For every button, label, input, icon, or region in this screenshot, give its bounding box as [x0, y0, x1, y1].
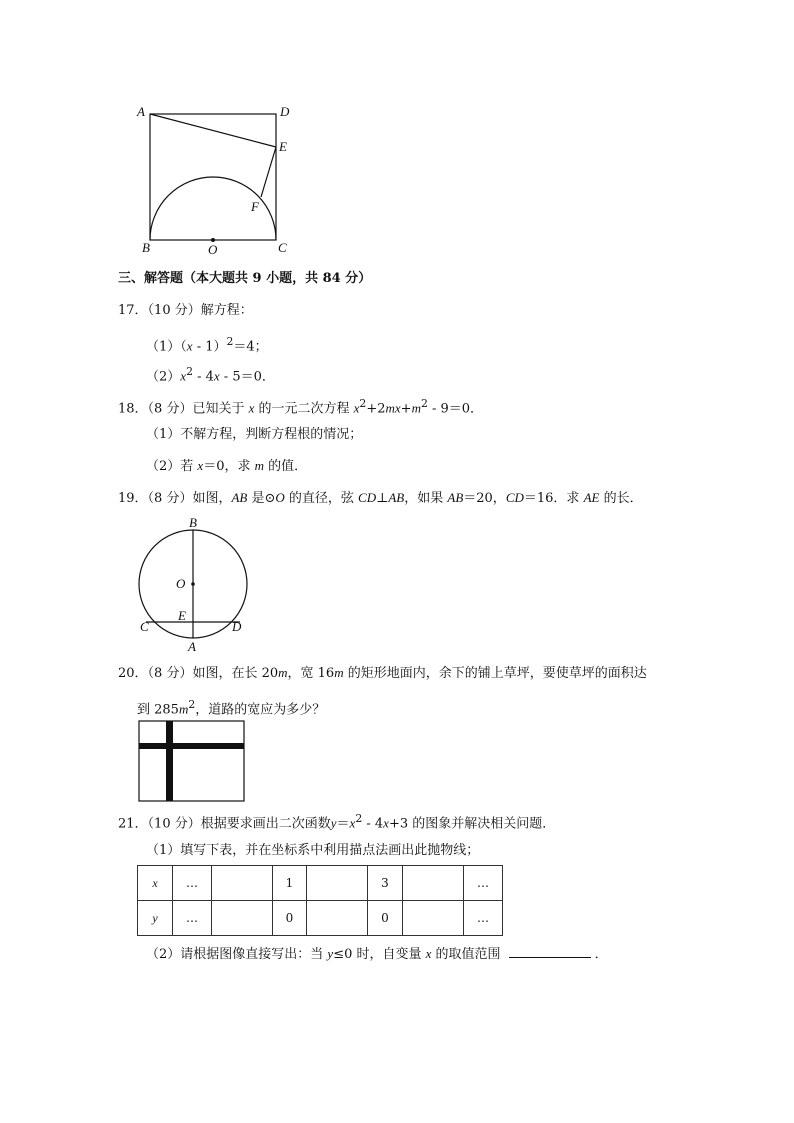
q19-number: 19． — [118, 491, 148, 506]
label-a: A — [188, 639, 196, 654]
q21-stem: 21．（10 分）根据要求画出二次函数$y=x^2 - 4x+3$ 的图象并解决相关问题． — [118, 812, 556, 832]
segment-ae — [150, 114, 276, 147]
label-o: O — [176, 576, 186, 591]
q20-number: 20． — [118, 666, 148, 681]
table-cell: 1 — [273, 866, 307, 901]
table-cell: 0 — [368, 901, 403, 936]
q18-part2: （2）若 x＝0，求 m 的值． — [146, 458, 308, 474]
figure-square-semicircle — [130, 100, 300, 260]
q17-stem: 17．（10 分）解方程： — [118, 303, 253, 318]
figure-rectangle-roads — [138, 720, 246, 804]
label-e: E — [279, 139, 287, 154]
label-e: E — [178, 608, 186, 623]
q17-number: 17． — [118, 303, 148, 318]
label-d: D — [232, 619, 242, 634]
table-cell[interactable] — [212, 866, 273, 901]
table-cell: … — [173, 866, 212, 901]
label-b: B — [142, 240, 150, 255]
q21-value-table — [137, 865, 503, 936]
center-o-dot — [191, 582, 195, 586]
label-c: C — [278, 240, 287, 255]
label-a: A — [137, 104, 145, 119]
q19-score: （8 分） — [147, 491, 193, 506]
q20-score: （8 分） — [147, 666, 193, 681]
q19-stem: 19．（8 分）如图，AB 是⊙O 的直径，弦 CD⊥AB，如果 AB＝20，CD＝16．求 AE 的长． — [118, 490, 643, 506]
q20-stem-line2: 到 $285m^2$，道路的宽应为多少？ — [137, 698, 326, 718]
label-o: O — [208, 242, 218, 257]
road-vertical — [166, 721, 173, 801]
section-title: 三、解答题（本大题共 9 小题，共 84 分） — [118, 271, 372, 286]
q21-part1: （1）填写下表，并在坐标系中利用描点法画出此抛物线； — [146, 843, 480, 858]
table-cell: … — [173, 901, 212, 936]
segment-ef — [261, 147, 276, 197]
rectangle-ground — [139, 721, 244, 801]
label-f: F — [251, 199, 259, 214]
table-row — [138, 901, 503, 936]
table-cell: x — [138, 866, 173, 901]
table-cell[interactable] — [307, 901, 368, 936]
q18-score: （8 分） — [147, 401, 193, 417]
table-cell[interactable] — [307, 866, 368, 901]
q20-stem: 20．（8 分）如图，在长 20m，宽 16m 的矩形地面内，余下的铺上草坪，要使草坪的面积达 — [118, 665, 647, 681]
table-row — [138, 866, 503, 901]
q21-number: 21． — [118, 816, 148, 832]
figure-circle — [130, 512, 260, 656]
label-d: D — [280, 104, 290, 119]
q17-part1: （1）（x - 1）$^2$＝4； — [146, 335, 268, 355]
table-cell: … — [464, 866, 503, 901]
table-cell[interactable] — [212, 901, 273, 936]
table-cell[interactable] — [403, 901, 464, 936]
q17-score: （10 分） — [147, 303, 201, 318]
table-cell: y — [138, 901, 173, 936]
label-b: B — [189, 515, 197, 530]
answer-blank[interactable] — [509, 945, 591, 958]
q18-number: 18． — [118, 401, 148, 417]
table-cell[interactable] — [403, 866, 464, 901]
q21-part2: （2）请根据图像直接写出：当 y≤0 时，自变量 x 的取值范围 ． — [146, 946, 608, 962]
road-horizontal — [139, 743, 244, 749]
q18-stem: 18．（8 分）已知关于 x 的一元二次方程 $x^2+2mx+m^2 - 9=0$． — [118, 397, 484, 417]
table-cell: 3 — [368, 866, 403, 901]
q21-score: （10 分） — [147, 816, 201, 832]
label-c: C — [140, 619, 149, 634]
table-cell: 0 — [273, 901, 307, 936]
table-cell: … — [464, 901, 503, 936]
q17-part2: $(2)x^2 - 4x - 5=0$． — [146, 365, 275, 385]
q18-part1: （1）不解方程，判断方程根的情况； — [146, 427, 363, 442]
